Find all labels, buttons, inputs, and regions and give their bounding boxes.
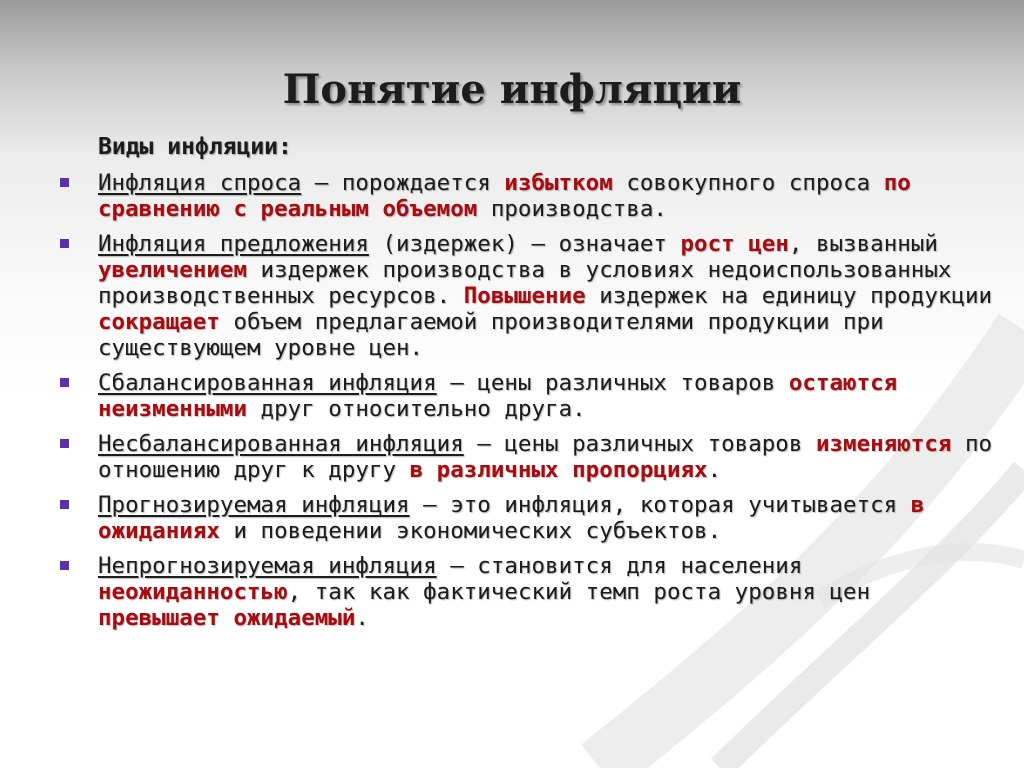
highlight-text: в различных пропорциях bbox=[409, 457, 708, 483]
item-text: . bbox=[355, 605, 369, 631]
square-bullet-icon bbox=[60, 439, 69, 448]
highlight-text: сокращает bbox=[98, 309, 220, 335]
highlight-text: изменяются bbox=[815, 431, 952, 457]
item-text: (издержек) — означает bbox=[368, 231, 681, 257]
slide-title: Понятие инфляции bbox=[282, 66, 742, 113]
term-label: Несбалансированная инфляция bbox=[98, 431, 464, 457]
term-label: Прогнозируемая инфляция bbox=[98, 492, 410, 518]
highlight-text: увеличением bbox=[98, 257, 248, 283]
term-label: Инфляция спроса bbox=[98, 170, 302, 196]
list-item-unanticipated-inflation bbox=[60, 553, 1004, 631]
square-bullet-icon bbox=[60, 178, 69, 187]
item-text: по отношению друг к другу bbox=[98, 431, 993, 483]
item-text: друг относительно друга. bbox=[247, 396, 586, 422]
square-bullet-icon bbox=[60, 500, 69, 509]
item-text: издержек на единицу продукции bbox=[585, 283, 993, 309]
list-item-cost-push-inflation bbox=[60, 231, 1004, 361]
term-label: Сбалансированная инфляция bbox=[98, 370, 437, 396]
slide-subtitle: Виды инфляции: bbox=[98, 134, 292, 160]
item-text: — становится для населения bbox=[436, 553, 803, 579]
item-text: объем предлагаемой производителями продукции при существующем уровне цен. bbox=[98, 309, 884, 361]
item-text: — цены различных товаров bbox=[463, 431, 816, 457]
item-text: производства. bbox=[477, 196, 667, 222]
list-item-demand-inflation bbox=[60, 170, 1004, 222]
highlight-text: в ожиданиях bbox=[98, 492, 925, 544]
highlight-text: избытком bbox=[504, 170, 613, 196]
item-text: , вызванный bbox=[788, 231, 938, 257]
highlight-text: по сравнению с реальным объемом bbox=[98, 170, 911, 222]
list-item-balanced-inflation bbox=[60, 370, 1004, 422]
item-text: совокупного спроса bbox=[612, 170, 884, 196]
list-item-anticipated-inflation bbox=[60, 492, 1004, 544]
highlight-text: превышает ожидаемый bbox=[98, 605, 356, 631]
item-text: — порождается bbox=[301, 170, 505, 196]
item-text: , так как фактический темп роста уровня цен bbox=[287, 579, 871, 605]
square-bullet-icon bbox=[60, 239, 69, 248]
list-item-unbalanced-inflation bbox=[60, 431, 1004, 483]
item-text: издержек производства в условиях недоиспользованных производственных ресурсов. bbox=[98, 257, 952, 309]
highlight-text: Повышение bbox=[463, 283, 586, 309]
item-text: . bbox=[707, 457, 722, 483]
highlight-text: остаются неизменными bbox=[98, 370, 898, 422]
highlight-text: рост цен bbox=[680, 231, 789, 257]
item-text: — цены различных товаров bbox=[436, 370, 789, 396]
inflation-types-list bbox=[60, 170, 1004, 640]
square-bullet-icon bbox=[60, 561, 69, 570]
square-bullet-icon bbox=[60, 378, 69, 387]
item-text: — это инфляция, которая учитывается bbox=[409, 492, 911, 518]
term-label: Непрогнозируемая инфляция bbox=[98, 553, 437, 579]
term-label: Инфляция предложения bbox=[98, 231, 369, 257]
highlight-text: неожиданностью bbox=[98, 579, 288, 605]
item-text: и поведении экономических субъектов. bbox=[219, 518, 722, 544]
